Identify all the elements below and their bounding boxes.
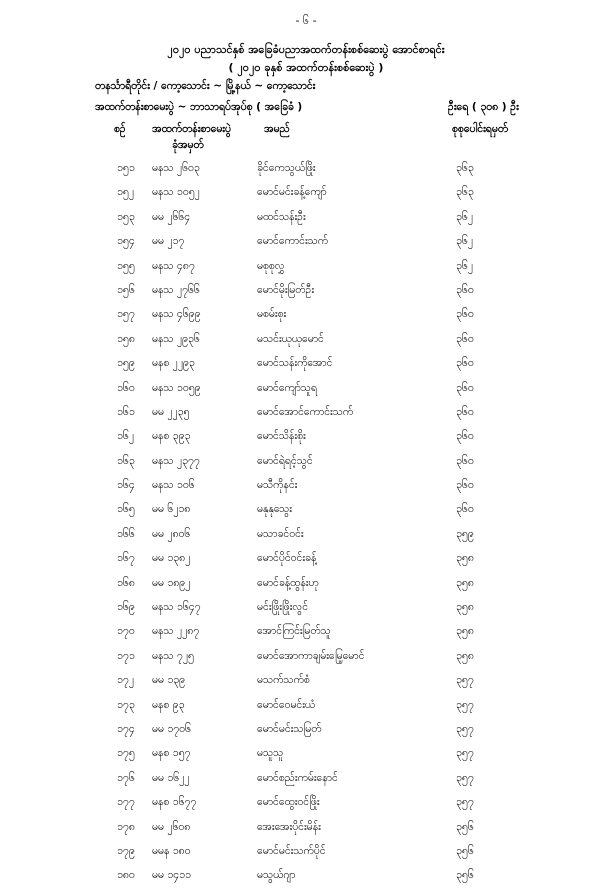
table-row xyxy=(0,426,612,450)
total-mark: ၃၅၈ xyxy=(456,649,474,662)
roll-number: မနသ ၂၆၀၃ xyxy=(152,162,200,174)
total-mark: ၃၆၀ xyxy=(456,332,474,345)
row-number: ၁၆၁ xyxy=(117,405,135,418)
total-mark: ၃၅၈ xyxy=(456,576,474,589)
table-row xyxy=(0,451,612,475)
total-mark: ၃၅၈ xyxy=(456,625,474,638)
table-row xyxy=(0,304,612,328)
row-number: ၁၇၆ xyxy=(117,771,135,784)
roll-number: မမ ၁၄၁၁ xyxy=(152,869,191,882)
row-number: ၁၅၇ xyxy=(117,308,135,321)
row-number: ၁၆၆ xyxy=(117,527,135,540)
roll-number: မနစ ၁၆၇၇ xyxy=(152,796,197,809)
roll-number: မနစ ၉၃ xyxy=(152,698,185,711)
roll-number: မနသ ၂၉၃၆ xyxy=(152,332,200,345)
candidate-name: မောင်ထွေးဝင်ဖြိုး xyxy=(257,796,320,809)
candidate-name: မသင်းယုယုမောင် xyxy=(257,332,324,345)
candidate-name: အောင်ကြင်းမြတ်သူ xyxy=(257,625,331,638)
total-mark: ၃၆၃ xyxy=(456,162,474,174)
total-mark: ၃၅၆ xyxy=(456,820,474,833)
table-row xyxy=(0,158,612,182)
candidate-count: ဦးရေ ( ၃၀၈ ) ဦး xyxy=(448,101,519,113)
candidate-name: မောင်အောင်ကောင်းသက် xyxy=(257,405,354,418)
row-number: ၁၆၇ xyxy=(117,552,135,565)
table-row xyxy=(0,573,612,597)
candidate-name: ခိုင်ကေသွယ်ဖြိုး xyxy=(257,162,316,174)
total-mark: ၃၆၀ xyxy=(456,479,474,492)
row-number: ၁၆၀ xyxy=(117,381,135,394)
document-subtitle: ( ၂၀၂၀ ခုနှစ် အထက်တန်းစစ်ဆေးပွဲ ) xyxy=(228,61,384,74)
table-row xyxy=(0,231,612,255)
table-row xyxy=(0,768,612,792)
roll-number: မမ ၁၃၉ xyxy=(152,674,186,687)
table-row xyxy=(0,524,612,548)
candidate-name: မောင်ခန့်ထွန်းဟု xyxy=(257,576,319,589)
row-number: ၁၈၀ xyxy=(117,869,135,882)
table-row xyxy=(0,597,612,621)
roll-number: မနစ ၃၉၃ xyxy=(152,430,191,443)
candidate-name: မောင်ကျော်သူရ xyxy=(257,381,317,394)
table-row xyxy=(0,182,612,206)
row-number: ၁၇၂ xyxy=(117,674,134,687)
total-mark: ၃၅၇ xyxy=(456,722,474,735)
candidate-name: မောင်ဝေမင်းယံ xyxy=(257,698,316,711)
roll-number: မနသ ၂၂၈၇ xyxy=(152,625,200,638)
row-number: ၁၅၃ xyxy=(117,210,135,223)
table-row xyxy=(0,792,612,816)
table-row xyxy=(0,621,612,645)
table-row xyxy=(0,841,612,865)
roll-number: မနသ ၂၇၆၆ xyxy=(152,283,200,296)
row-number: ၁၅၉ xyxy=(117,357,135,370)
roll-number: မနသ ၁၀၅၂ xyxy=(152,186,200,199)
row-number: ၁၇၉ xyxy=(117,844,135,857)
region-line: တနင်္သာရီတိုင်း / ကော့သောင်း ~ မြို့နယ် ~ ကော့သောင်း xyxy=(95,80,316,92)
row-number: ၁၅၂ xyxy=(117,186,134,199)
total-mark: ၃၅၆ xyxy=(456,869,474,882)
candidate-name: မောင်မိုးမြတ်ဦး xyxy=(257,283,314,296)
candidate-name: မစုစုလွှ xyxy=(257,259,285,272)
candidate-name: မသွယ်ဂျာ xyxy=(257,869,296,882)
table-row xyxy=(0,865,612,889)
candidate-name: မသက်သက်စံ xyxy=(257,674,310,687)
roll-number: မမ ၂၆၆၄ xyxy=(152,210,191,223)
total-mark: ၃၅၇ xyxy=(456,674,474,687)
roll-number: မမ ၁၆၂၂ xyxy=(152,771,190,784)
candidate-name: မောင်အောကာချမ်းမြေ့မောင် xyxy=(257,649,365,662)
total-mark: ၃၅၇ xyxy=(456,698,474,711)
roll-number: မမ ၂၆၀၈ xyxy=(152,820,191,833)
row-number: ၁၅၅ xyxy=(117,259,135,272)
table-row xyxy=(0,353,612,377)
total-mark: ၃၆၂ xyxy=(456,235,473,248)
table-row xyxy=(0,499,612,523)
roll-number: မနသ ၁၀၅၉ xyxy=(152,381,201,394)
candidate-name: မထင်သန်းဦး xyxy=(257,210,306,223)
candidate-name: မောင်သိန်းစိုး xyxy=(257,430,306,443)
document-title: ၂၀၂၀ ပညာသင်နှစ် အခြေခံပညာအထက်တန်းစစ်ဆေးပွဲ အောင်စာရင်း xyxy=(167,43,445,56)
table-row xyxy=(0,329,612,353)
roll-number: မနသ ၇၂၅ xyxy=(152,649,194,662)
row-number: ၁၅၈ xyxy=(117,332,135,345)
column-header-no: စဉ် xyxy=(114,123,126,135)
table-row xyxy=(0,256,612,280)
candidate-name: မင်းဖြိုးဖြိုးလွင် xyxy=(257,601,309,614)
row-number: ၁၇၈ xyxy=(117,820,135,833)
row-number: ၁၆၅ xyxy=(117,503,135,516)
candidate-name: မောင်ပိုင်ဝင်းခန့် xyxy=(257,552,317,565)
column-header-name: အမည် xyxy=(264,123,290,135)
column-header-roll-sub: ခုံအမှတ် xyxy=(172,139,204,151)
total-mark: ၃၆၀ xyxy=(456,308,474,321)
candidate-name: မနုနုသွေး xyxy=(257,503,292,516)
table-row xyxy=(0,280,612,304)
candidate-name: မောင်ရဲရင့်သွင် xyxy=(257,454,313,467)
table-row xyxy=(0,207,612,231)
table-row xyxy=(0,475,612,499)
total-mark: ၃၆၂ xyxy=(456,210,473,223)
roll-number: မမ ၂၈၀၆ xyxy=(152,527,191,540)
table-row xyxy=(0,646,612,670)
row-number: ၁၇၀ xyxy=(117,625,135,638)
row-number: ၁၆၈ xyxy=(117,576,135,589)
page-number: - ၆ - xyxy=(295,14,317,27)
roll-number: မမ ၁၇၀၆ xyxy=(152,722,191,735)
candidate-name: အေးအေးပိုင်းမိန်း xyxy=(257,820,321,833)
table-row xyxy=(0,743,612,767)
roll-number: မနစ ၂၂၉၃ xyxy=(152,357,195,370)
candidate-name: မသူသူ xyxy=(257,747,284,760)
column-header-total: စုစုပေါင်းရမှတ် xyxy=(452,123,509,135)
candidate-name: မောင်သန်းကိုအောင် xyxy=(257,357,333,370)
candidate-name: မောင်မင်းသက်ပိုင် xyxy=(257,844,326,857)
roll-number: မမ ၆၂၁၈ xyxy=(152,503,191,516)
row-number: ၁၆၄ xyxy=(117,479,135,492)
table-row xyxy=(0,402,612,426)
row-number: ၁၆၂ xyxy=(117,430,134,443)
column-header-roll: အထက်တန်းစာမေးပွဲ xyxy=(152,123,231,135)
total-mark: ၃၅၈ xyxy=(456,601,474,614)
candidate-name: မောင်ကောင်းသက် xyxy=(257,235,329,248)
total-mark: ၃၅၈ xyxy=(456,552,474,565)
row-number: ၁၇၇ xyxy=(117,796,135,809)
candidate-name: မသီကိုနင်း xyxy=(257,479,298,492)
table-row xyxy=(0,695,612,719)
roll-number: မမ ၂၂၃၅ xyxy=(152,405,190,418)
roll-number: မမ ၁၃၈၂ xyxy=(152,552,191,565)
table-row xyxy=(0,670,612,694)
roll-number: မနသ ၄၆၉၉ xyxy=(152,308,201,321)
roll-number: မနသ ၁၆၄၇ xyxy=(152,601,201,614)
table-row xyxy=(0,817,612,841)
roll-number: မနစ ၁၅၇ xyxy=(152,747,191,760)
total-mark: ၃၆၀ xyxy=(456,430,474,443)
total-mark: ၃၆၀ xyxy=(456,503,474,516)
total-mark: ၃၅၇ xyxy=(456,771,474,784)
roll-number: မနသ ၂၃၇၇ xyxy=(152,454,200,467)
row-number: ၁၇၄ xyxy=(117,722,135,735)
total-mark: ၃၆၀ xyxy=(456,454,474,467)
candidate-name: မသာခင်ဝင်း xyxy=(257,527,304,540)
roll-number: မမန ၁၈၀ xyxy=(152,844,191,857)
total-mark: ၃၅၇ xyxy=(456,796,474,809)
candidate-name: မောင်မင်းသမြတ် xyxy=(257,722,322,735)
total-mark: ၃၆၀ xyxy=(456,357,474,370)
table-row xyxy=(0,548,612,572)
row-number: ၁၇၃ xyxy=(117,698,135,711)
row-number: ၁၆၃ xyxy=(117,454,135,467)
row-number: ၁၅၄ xyxy=(117,235,135,248)
row-number: ၁၇၅ xyxy=(117,747,135,760)
table-row xyxy=(0,719,612,743)
exam-group-label: အထက်တန်းစာမေးပွဲ ~ ဘာသာရပ်အုပ်စု ( အခြေခံ ) xyxy=(95,101,303,113)
table-row xyxy=(0,378,612,402)
total-mark: ၃၆၀ xyxy=(456,405,474,418)
row-number: ၁၅၆ xyxy=(117,283,135,296)
candidate-name: မောင်မင်းခန့်ကျော် xyxy=(257,186,327,199)
total-mark: ၃၆၃ xyxy=(456,186,474,199)
candidate-name: မောင်စည်းကမ်းနောင် xyxy=(257,771,338,784)
total-mark: ၃၅၇ xyxy=(456,747,474,760)
roll-number: မမ ၂၁၇ xyxy=(152,235,185,248)
row-number: ၁၇၁ xyxy=(117,649,135,662)
total-mark: ၃၅၆ xyxy=(456,844,474,857)
roll-number: မမ ၁၈၉၂ xyxy=(152,576,191,589)
results-table xyxy=(0,158,612,890)
roll-number: မနသ ၁၀၆ xyxy=(152,479,195,492)
total-mark: ၃၆၀ xyxy=(456,381,474,394)
row-number: ၁၆၉ xyxy=(117,601,135,614)
candidate-name: မစမ်းစုး xyxy=(257,308,287,321)
roll-number: မနသ ၄၈၇ xyxy=(152,259,195,272)
total-mark: ၃၅၉ xyxy=(456,527,474,540)
total-mark: ၃၆၀ xyxy=(456,283,474,296)
row-number: ၁၅၁ xyxy=(117,162,135,174)
total-mark: ၃၆၂ xyxy=(456,259,473,272)
